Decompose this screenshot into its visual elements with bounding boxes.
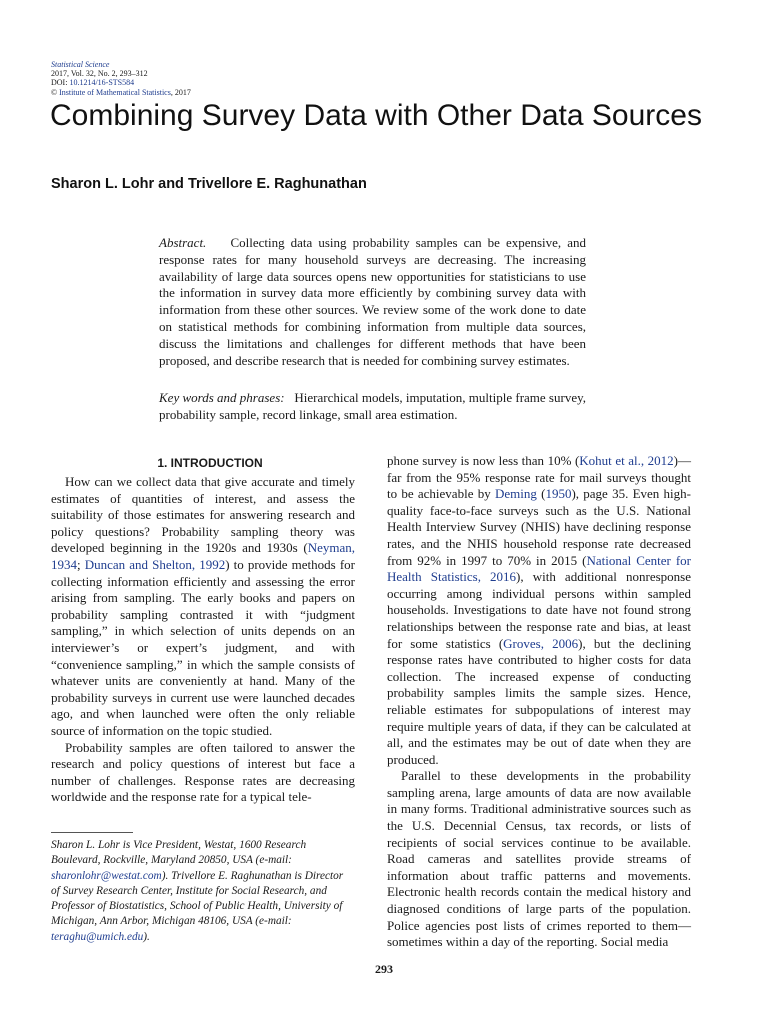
volume-line: 2017, Vol. 32, No. 2, 293–312 (51, 69, 148, 79)
keywords-label: Key words and phrases: (159, 390, 285, 405)
copyright-year: , 2017 (170, 87, 191, 97)
citation-link[interactable]: Deming (494, 486, 537, 502)
text-run: ( (536, 486, 546, 502)
email-link[interactable]: sharonlohr@westat.com (51, 869, 162, 882)
text-run: How can we collect data that give accurate and timely estimates of quantities of interest, and assess the suitability of those estimates for answering research and policy questions? Probability sampling theory was developed beginning in the 1920s and 1930s ( (51, 474, 355, 556)
doi-line (51, 78, 191, 87)
section-heading-introduction: 1. INTRODUCTION (157, 456, 263, 470)
keywords-text: Hierarchical models, imputation, multiple frame survey, probability sample, record linkage, small area estimation. (159, 390, 586, 422)
copyright-holder-link[interactable]: Institute of Mathematical Statistics (59, 87, 171, 97)
article-meta (51, 60, 191, 97)
abstract-text: Collecting data using probability samples can be expensive, and response rates for many household surveys are decreasing. The increasing availability of large data sources opens new opportunities for statisticians to use the information in survey data more efficiently by combining survey data with information from these other sources. We review some of the work done to date on statistical methods for combining information from multiple data sources, discuss the limitations and challenges for different methods that have been proposed, and describe research that is needed for combining survey estimates. (159, 235, 586, 368)
text-run: phone survey is now less than 10% ( (387, 453, 580, 468)
left-column (51, 474, 355, 806)
paragraph: Parallel to these developments in the probability sampling arena, large amounts of data are now available in many forms. Traditional administrative sources such as the U.S. Decennial Census, tax records, or lists of recipients of social services continue to be available. Road cameras and satellites provide streams of information about traffic patterns and movements. Electronic health records contain the medical history and diagnosed conditions of large parts of the population. Police agencies post lists of crimes reported to them—sometimes within a day of the reporting. Social media (387, 768, 691, 950)
author-footnote (51, 838, 347, 945)
journal-name[interactable]: Statistical Science (51, 60, 110, 69)
citation-link[interactable]: 1950 (545, 486, 572, 502)
paper-title: Combining Survey Data with Other Data Sources (50, 99, 702, 132)
text-run: ) to provide methods for collecting information efficiently and assessing the error arising from sampling. The early books and papers on probability sampling contrasted it with “judgment sampling,” in which selection of units depends on an interviewer’s or expert’s judgment, and with “convenience sampling,” in which the sample consists of whatever units are conveniently at hand. Many of the probability surveys in current use were launched decades ago, and when launched were often the only reliable source of information on the topic studied. (51, 556, 355, 738)
citation-link[interactable]: Duncan and Shelton, 1992 (84, 556, 226, 572)
citation-link[interactable]: Neyman, 1934 (51, 540, 355, 572)
text-run: ), page 35. Even high-quality face-to-face surveys such as the U.S. National Health Interview Survey (NHIS) have declining response rates, and the NHIS household response rate decreased from 92% in 1997 to 70% in 2015 ( (387, 486, 691, 568)
text-run: ), but the declining response rates have contributed to higher costs for data collection. The increased expense of conducting probability samples limits the sample sizes. Hence, reliable estimates for subpopulations of interest may require multiple years of data, if they can be calculated at all, and the estimates may be out of date when they are produced. (387, 635, 691, 767)
paragraph (387, 453, 691, 768)
abstract-label: Abstract. (159, 235, 207, 250)
text-run: Sharon L. Lohr is Vice President, Westat, 1600 Research Boulevard, Rockville, Maryland 20850, USA (e-mail: (51, 839, 307, 867)
copyright-line (51, 88, 191, 97)
text-run: ). (143, 930, 150, 943)
footnote-rule (51, 832, 133, 833)
doi-label: DOI: (51, 78, 70, 88)
keywords (159, 390, 586, 424)
citation-link[interactable]: Groves, 2006 (503, 635, 579, 651)
abstract (159, 235, 586, 369)
citation-link[interactable]: Kohut et al., 2012 (579, 453, 674, 468)
text-run: ), with additional nonresponse occurring among individual persons within sampled households. Investigations to date have not found strong relationships between the response rate and bias, at least for some statistics ( (387, 569, 691, 651)
email-link[interactable]: teraghu@umich.edu (51, 930, 144, 943)
text-run: )—far from the 95% response rate for mail surveys thought to be achievable by (387, 453, 691, 502)
doi-link[interactable]: 10.1214/16-STS584 (69, 78, 135, 88)
page-number: 293 (375, 962, 393, 976)
paper-authors: Sharon L. Lohr and Trivellore E. Raghunathan (51, 176, 367, 192)
text-run: ). Trivellore E. Raghunathan is Director of Survey Research Center, Institute for Social Research, and Professor of Biostatistics, School of Public Health, University of Michigan, Ann Arbor, Michigan 48106, USA (e-mail: (51, 869, 344, 928)
paragraph (51, 474, 355, 740)
copyright-symbol: © (51, 87, 60, 97)
citation-link[interactable]: National Center for Health Statistics, 2016 (387, 552, 692, 585)
right-column (387, 453, 691, 951)
text-run: ; (77, 556, 85, 572)
paragraph: Probability samples are often tailored to answer the research and policy questions of interest but face a number of challenges. Response rates are decreasing worldwide and the response rate for a typical tele- (51, 739, 355, 805)
